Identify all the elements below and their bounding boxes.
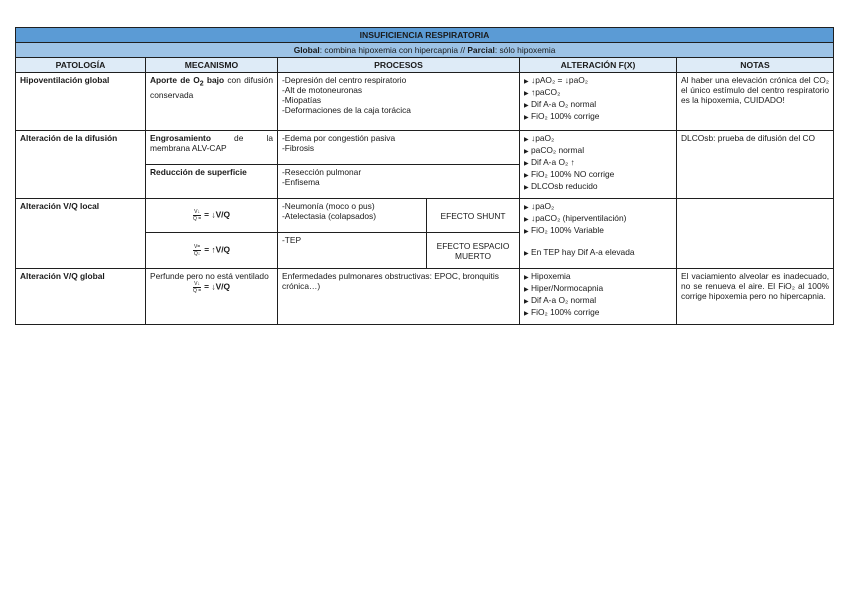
processes-cell xyxy=(278,165,520,199)
alteration-item: ▶ FiO₂ 100% NO corrige xyxy=(524,169,615,179)
process-item: -Fibrosis xyxy=(282,143,315,153)
header-mecanismo: MECANISMO xyxy=(146,58,278,73)
bullet-icon: ▶ xyxy=(524,205,529,211)
mechanism-cell xyxy=(146,73,278,131)
notes-cell: El vaciamiento alveolar es inadecuado, no se renueva el aire. El FiO₂ al 100% corrige hipoxemia pero no hipercapnia. xyxy=(677,269,834,325)
alteration-item: ▶ FiO₂ 100% corrige xyxy=(524,111,600,121)
bullet-icon: ▶ xyxy=(524,103,529,109)
alteration-cell xyxy=(520,199,677,269)
mechanism-text: Perfunde pero no está ventilado xyxy=(150,271,269,281)
alteration-item: ▶ ↓paO₂ xyxy=(524,201,555,211)
respiratory-failure-table xyxy=(15,27,834,325)
vq-fraction: $\frac{V=}{Q↓}$ xyxy=(193,244,201,257)
processes-cell xyxy=(278,73,520,131)
pathology-cell: Alteración de la difusión xyxy=(16,131,146,199)
effect-shunt: EFECTO SHUNT xyxy=(427,199,520,233)
mechanism-cell xyxy=(146,165,278,199)
processes-cell xyxy=(278,233,427,269)
vq-formula: = ↑V/Q xyxy=(204,244,231,255)
bullet-icon: ▶ xyxy=(524,287,529,293)
alteration-item: ▶ Hipoxemia xyxy=(524,271,571,281)
process-item: -Resección pulmonar xyxy=(282,167,362,177)
pathology-cell: Hipoventilación global xyxy=(16,73,146,131)
row-vq-global xyxy=(16,269,834,325)
notes-cell: DLCOsb: prueba de difusión del CO xyxy=(677,131,834,199)
global-text: : combina hipoxemia con hipercapnia // xyxy=(319,45,468,55)
bullet-icon: ▶ xyxy=(524,311,529,317)
process-item: -Depresión del centro respiratorio xyxy=(282,75,407,85)
process-item: -Deformaciones de la caja torácica xyxy=(282,105,411,115)
pathology-cell: Alteración V/Q local xyxy=(16,199,146,269)
global-label: Global xyxy=(293,45,320,55)
alteration-item: ▶ ↓paO₂ xyxy=(524,133,555,143)
bullet-icon: ▶ xyxy=(524,185,529,191)
processes-cell: Enfermedades pulmonares obstructivas: EPOC, bronquitis crónica…) xyxy=(278,269,520,325)
alteration-cell xyxy=(520,269,677,325)
bullet-icon: ▶ xyxy=(524,173,529,179)
alteration-cell xyxy=(520,131,677,199)
mechanism-rest: con difusión conservada xyxy=(150,75,273,100)
mechanism-formula-cell xyxy=(146,199,278,233)
mechanism-cell xyxy=(146,269,278,325)
mechanism-rest: de la membrana ALV-CAP xyxy=(150,133,273,153)
mechanism-bold: Reducción de superficie xyxy=(150,167,247,177)
alteration-item: ▶ DLCOsb reducido xyxy=(524,181,598,191)
process-item: -Atelectasia (colapsados) xyxy=(282,211,377,221)
header-patologia: PATOLOGÍA xyxy=(16,58,146,73)
pathology-cell: Alteración V/Q global xyxy=(16,269,146,325)
bullet-icon: ▶ xyxy=(524,217,529,223)
parcial-label: Parcial xyxy=(467,45,495,55)
header-procesos: PROCESOS xyxy=(278,58,520,73)
mechanism-bold: Aporte de $O_2$ bajo xyxy=(150,75,225,88)
bullet-icon: ▶ xyxy=(524,275,529,281)
vq-fraction: $\frac{V↓}{Q =}$ xyxy=(192,209,202,222)
alteration-item: ▶ ↑paCO₂ xyxy=(524,87,561,97)
mechanism-cell xyxy=(146,131,278,165)
mechanism-bold: Engrosamiento xyxy=(150,133,211,143)
alteration-cell xyxy=(520,73,677,131)
mechanism-formula-cell xyxy=(146,233,278,269)
alteration-item: ▶ Dif A-a O₂ ↑ xyxy=(524,157,575,167)
bullet-icon: ▶ xyxy=(524,229,529,235)
process-item: -Edema por congestión pasiva xyxy=(282,133,396,143)
row-vq-local-1 xyxy=(16,199,834,233)
header-alteracion: ALTERACIÓN F(X) xyxy=(520,58,677,73)
alteration-item: ▶ Dif A-a O₂ normal xyxy=(524,295,597,305)
notes-cell xyxy=(677,199,834,269)
vq-fraction: $\frac{V↓}{Q =}$ xyxy=(192,281,202,294)
alteration-item: ▶ FiO₂ 100% Variable xyxy=(524,225,604,235)
effect-dead-space: EFECTO ESPACIO MUERTO xyxy=(427,233,520,269)
process-item: -TEP xyxy=(282,235,302,245)
alteration-item: ▶ ↓paCO₂ (hiperventilación) xyxy=(524,213,627,223)
alteration-item: ▶ En TEP hay Dif A-a elevada xyxy=(524,247,635,257)
process-item: -Neumonía (moco o pus) xyxy=(282,201,375,211)
alteration-item: ▶ ↓pAO₂ = ↓paO₂ xyxy=(524,75,589,85)
bullet-icon: ▶ xyxy=(524,251,529,257)
parcial-text: : sólo hipoxemia xyxy=(494,45,556,55)
bullet-icon: ▶ xyxy=(524,91,529,97)
bullet-icon: ▶ xyxy=(524,299,529,305)
alteration-item: ▶ FiO₂ 100% corrige xyxy=(524,307,600,317)
processes-cell xyxy=(278,199,427,233)
row-hipoventilacion xyxy=(16,73,834,131)
table-title: INSUFICIENCIA RESPIRATORIA xyxy=(16,28,834,43)
alteration-item: ▶ Hiper/Normocapnia xyxy=(524,283,604,293)
bullet-icon: ▶ xyxy=(524,161,529,167)
vq-formula: = ↓V/Q xyxy=(204,209,231,220)
bullet-icon: ▶ xyxy=(524,79,529,85)
header-notas: NOTAS xyxy=(677,58,834,73)
alteration-item: ▶ paCO₂ normal xyxy=(524,145,585,155)
process-item: -Alt de motoneuronas xyxy=(282,85,363,95)
process-item: -Miopatías xyxy=(282,95,322,105)
bullet-icon: ▶ xyxy=(524,149,529,155)
row-difusion-1 xyxy=(16,131,834,165)
bullet-icon: ▶ xyxy=(524,115,529,121)
vq-global-formula: $\frac{V↓}{Q =}$ = ↓V/Q xyxy=(192,281,231,294)
process-item: -Enfisema xyxy=(282,177,320,187)
processes-cell xyxy=(278,131,520,165)
bullet-icon: ▶ xyxy=(524,137,529,143)
table-subtitle xyxy=(16,43,834,58)
notes-cell: Al haber una elevación crónica del CO₂ el único estímulo del centro respiratorio es la hipoxemia, CUIDADO! xyxy=(677,73,834,131)
alteration-item: ▶ Dif A-a O₂ normal xyxy=(524,99,597,109)
